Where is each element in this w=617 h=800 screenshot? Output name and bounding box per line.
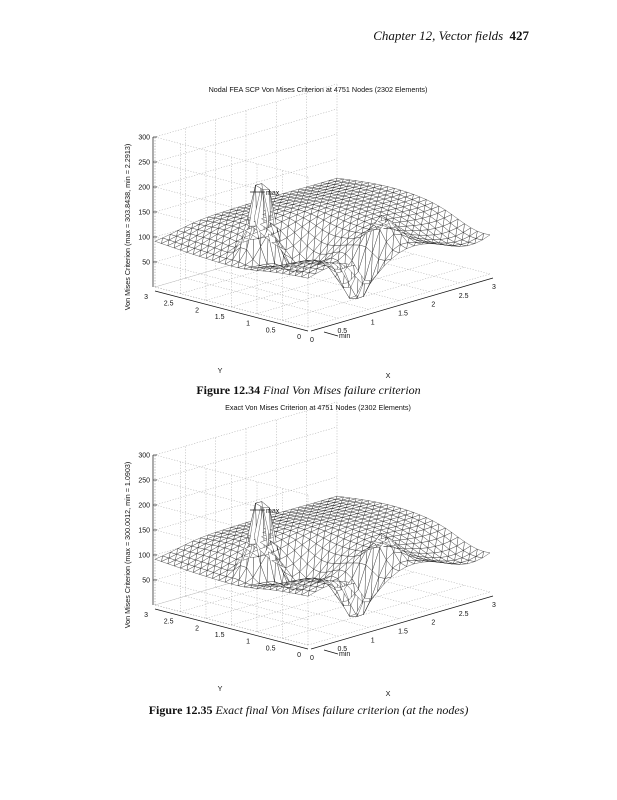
x-tick-label: 2.5 (458, 292, 469, 300)
y-tick-label: 1.5 (214, 632, 225, 639)
y-tick-label: 2 (195, 625, 199, 633)
plot-title: Exact Von Mises Criterion at 4751 Nodes (2302 Elements) (225, 403, 411, 412)
y-tick-label: 1.5 (214, 314, 225, 321)
z-tick-label: 300 (138, 134, 150, 142)
x-tick-label: 0 (310, 337, 314, 344)
z-tick-label: 150 (138, 527, 150, 535)
x-axis-line (311, 596, 493, 649)
mesh-face (343, 287, 351, 298)
y-tick-label: 2 (195, 307, 199, 315)
z-tick-label: 150 (138, 209, 150, 217)
y-tick-label: 0 (297, 652, 301, 659)
mesh-face (343, 605, 351, 616)
z-tick-labels (138, 134, 150, 266)
mesh-face (446, 245, 454, 246)
figure-caption-2 (0, 703, 617, 718)
x-tick-label: 1.5 (398, 310, 408, 318)
x-tick-label: 0.5 (337, 328, 348, 336)
z-tick-labels (138, 452, 150, 584)
x-tick-label: 0.5 (337, 646, 348, 654)
chapter-header: Chapter 12, Vector fields (373, 28, 504, 43)
y-tick-label: 0 (297, 334, 301, 341)
z-tick-label: 200 (138, 502, 150, 510)
mesh-face (155, 556, 163, 562)
z-tick-label: 100 (138, 552, 150, 560)
y-tick-label: 3 (144, 294, 148, 301)
mesh-face (155, 238, 163, 244)
y-tick-label: 1 (246, 638, 250, 646)
min-label: min (339, 333, 351, 340)
figure-caption-1 (0, 383, 617, 398)
y-tick-label: 2.5 (163, 618, 174, 626)
x-tick-label: 2 (431, 619, 436, 627)
x-tick-label: 1 (370, 319, 375, 327)
z-tick-label: 300 (138, 452, 150, 460)
figure-12-35 (120, 400, 520, 700)
x-tick-label: 2.5 (458, 610, 469, 618)
x-axis-label: X (385, 371, 391, 380)
x-tick-label: 0 (310, 655, 314, 662)
y-axis-label: Y (217, 684, 223, 693)
x-tick-label: 3 (492, 602, 496, 609)
z-axis-label: Von Mises Criterion (max = 303.8438, min = 2.2913) (123, 143, 132, 311)
caption-number: Figure 12.34 (196, 383, 261, 397)
z-axis-label: Von Mises Criterion (max = 300.0012, min = 1.0903) (123, 461, 132, 629)
x-tick-label: 1 (370, 637, 375, 645)
mesh-face (446, 563, 454, 564)
y-tick-label: 0.5 (265, 327, 276, 335)
x-tick-labels (310, 284, 496, 344)
x-tick-labels (310, 602, 496, 662)
z-tick-label: 250 (138, 159, 150, 167)
page-number: 427 (509, 28, 529, 43)
x-tick-label: 2 (431, 301, 436, 309)
surface-plot-1 (120, 82, 520, 382)
y-axis-line (155, 291, 308, 331)
x-axis-label: X (385, 689, 391, 698)
plot-title: Nodal FEA SCP Von Mises Criterion at 4751 Nodes (2302 Elements) (208, 85, 428, 94)
x-axis-line (311, 278, 493, 331)
y-axis-label: Y (217, 366, 223, 375)
x-tick-label: 1.5 (398, 628, 408, 636)
max-label: max (266, 508, 280, 515)
page-header (373, 28, 529, 44)
y-tick-label: 2.5 (163, 300, 174, 308)
y-tick-label: 1 (246, 320, 250, 328)
y-tick-labels (144, 612, 301, 659)
y-tick-label: 3 (144, 612, 148, 619)
y-tick-labels (144, 294, 301, 341)
y-axis-line (155, 609, 308, 649)
figure-12-34 (120, 82, 520, 382)
caption-text: Final Von Mises failure criterion (263, 383, 421, 397)
surface-plot-2 (120, 400, 520, 700)
z-tick-label: 50 (142, 259, 150, 267)
z-tick-label: 50 (142, 577, 150, 585)
y-tick-label: 0.5 (265, 645, 276, 653)
x-tick-label: 3 (492, 284, 496, 291)
caption-text: Exact final Von Mises failure criterion (at the nodes) (215, 703, 469, 717)
max-label: max (266, 190, 280, 197)
z-tick-label: 200 (138, 184, 150, 192)
z-tick-label: 250 (138, 477, 150, 485)
z-tick-label: 100 (138, 234, 150, 242)
caption-number: Figure 12.35 (148, 703, 213, 717)
min-label: min (339, 651, 351, 658)
